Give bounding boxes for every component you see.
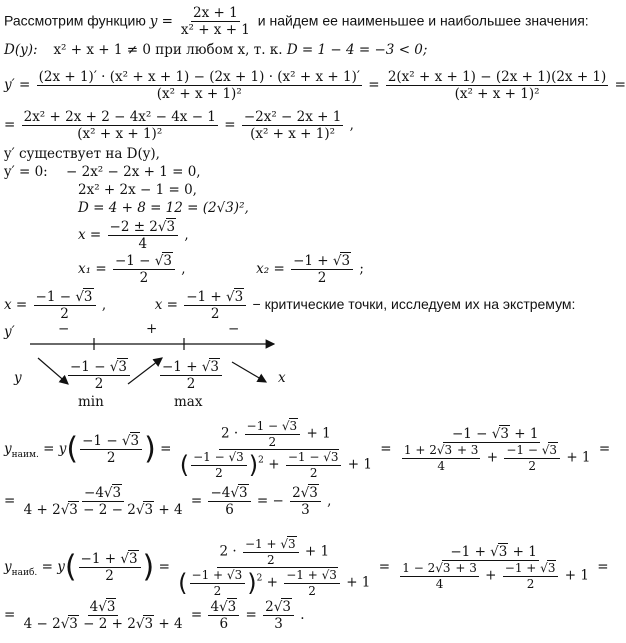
zero-x-label: x = [78,227,102,244]
ymin-result-3-numerator [290,486,321,502]
ymax-fraction-1-den-plus: + [262,574,283,591]
ymin-fraction-1-inner [245,420,301,448]
sqrt-symbol: √3 [120,551,138,568]
ymin-label: y [4,441,12,458]
ymax-fraction-2-den-b-denominator: 2 [526,576,535,591]
ymin-fraction-2-den-a-numerator-tail: + 3 [453,443,479,458]
ymax-arg-denominator: 2 [105,568,114,585]
sign-chart-arrow-decreasing-2 [232,362,266,382]
radicand: 3 [144,616,154,633]
radicand: 3 [118,359,127,375]
zero-eq-3: D = 4 + 8 = 12 = (2√3)², [78,200,249,216]
zero-x2-denominator: 2 [317,270,327,287]
ymin-subscript: наим. [11,450,39,461]
sqrt-symbol: √3 [75,289,93,305]
derivative-line-1 [4,70,626,101]
ymax-fraction-1 [176,538,372,597]
sqrt-symbol: √3 [135,616,154,633]
ymax-fraction-1-den-frac-denominator: 2 [308,583,316,598]
intro-func-y: y = [149,13,173,30]
sign-chart-point-1-fraction [68,360,130,391]
ymin-fraction-2-den-tail: + 1 [562,449,591,466]
sign-chart-sign-2: + [146,321,158,337]
ymin-result-1-den-b: − 2 − 2 [78,502,136,519]
zero-eq-1: − 2x² − 2x + 1 = 0, [66,164,201,180]
sqrt-symbol: √3 [226,568,243,583]
ymin-result-2-numerator [208,486,250,502]
ymin-result-3-numerator-text: 2 [292,485,301,501]
derivative-fraction-4 [242,110,344,141]
ymin-result-3 [290,486,321,517]
ymin-fraction-1-den-sq [191,451,247,479]
zero-eq-2: 2x² + 2x − 1 = 0, [78,182,197,198]
sign-chart-sign-3: − [228,321,240,337]
sqrt-symbol: √3 [103,485,122,501]
ymin-fraction-2-den-b-numerator [504,444,560,459]
radicand: 3 [289,419,298,433]
derivative-fraction-2-numerator: 2(x² + x + 1) − (2x + 1)(2x + 1) [387,69,607,85]
critical-b-denominator: 2 [210,306,220,323]
ymin-fraction-2-den-a-numerator-text: 1 + 2 [403,443,437,458]
intro-func-fraction [179,6,252,37]
zero-x1-fraction [113,254,175,285]
derivative-fraction-3-numerator: 2x² + 2x + 2 − 4x² − 4x − 1 [23,109,216,125]
radicand: 3 [500,426,509,443]
sign-chart-point-2-numerator [160,360,222,376]
critical-a-numerator-text: −1 − [35,289,76,305]
ymin-fraction-1-inner-numerator [245,420,301,435]
radicand: 3 [341,253,351,269]
ymin-result-1-numerator-text: −4 [84,485,104,501]
intro-func-numerator: 2x + 1 [193,5,238,21]
derivative-fraction-3-denominator: (x² + x + 1)² [77,126,163,143]
ymin-fraction-1-den-sq-numerator-text: −1 − [193,450,229,465]
critical-b-numerator [184,290,246,306]
ymax-eq-y: = y [37,559,65,576]
ymax-fraction-2-den-tail: + 1 [560,567,589,584]
ymax-fraction-2-den-b-numerator [503,562,559,577]
intro-lead: Рассмотрим функцию [4,12,150,29]
sqrt-symbol: √3 [490,544,508,561]
derivative-equals-end: = [614,77,626,94]
ymax-fraction-1-denominator: ( $\frac{-1 + √3}{2}$ )$^2$ + $\frac{-1 + √3}{2}$ + 1 [178,568,371,598]
zero-x2-numerator-text: −1 + [293,253,333,269]
sqrt-symbol: √3 [135,502,154,519]
zero-x-numerator [108,220,179,236]
ymin-line-2: = $\frac{-4√3}{4 + 2√3 - 2 - 2√3 + 4}$ = $\frac{-4√3}{6}$ = − $\frac{2√3}{3}$ , [4,485,332,519]
ymin-result-1-numerator [82,486,124,502]
ymax-fraction-2-den-plus: + [480,567,501,584]
ymin-fraction-2-numerator-tail: + 1 [509,426,539,443]
sqrt-symbol: √3 [332,253,351,269]
ymin-equals: = [380,441,392,458]
zero-x1-comma: , [181,261,186,278]
derivative-fraction-4-numerator: −2x² − 2x + 1 [243,109,342,125]
ymax-fraction-1-numerator-text: 2 · [219,543,241,560]
derivative-fraction-2-denominator: (x² + x + 1)² [454,86,540,103]
ymin-fraction-2-numerator-text: −1 − [451,426,492,443]
ymax-fraction-1-den-sq-denominator: 2 [213,583,222,598]
ymax-fraction-1-numerator-tail: + 1 [300,543,330,560]
ymax-result-3-denominator: 3 [274,616,283,633]
ymin-fraction-2-den-b-numerator-text: −1 − [506,443,542,458]
ymin-equals-end: = [598,441,611,458]
sqrt-symbol: √3 [541,443,558,458]
ymax-fraction-1-inner-numerator-text: −1 + [244,537,281,551]
zero-x2-semicolon: ; [359,261,364,278]
zero-x-line [78,220,189,251]
ymax-equals-end: = [597,559,609,576]
ymin-fraction-2-den-a-numerator [402,444,481,459]
ymax-result-1-den-c: + 4 [154,616,183,633]
zero-x-numerator-text: −2 ± 2 [109,219,158,235]
sign-chart-sign-1: − [58,321,70,337]
critical-b-numerator-text: −1 + [186,289,227,305]
critical-b-fraction [184,290,246,321]
critical-tail: − критические точки, исследуем их на экстремум: [252,296,576,313]
ymin-line-1: $y_{наим.} = y$( $\frac{-1 - √3}{2}$ ) = 2 · $\frac{-1 - √3}{2}$ + 1 ( $\frac{-1 - √3}{2}$ )$^2$ + $\frac{-1 - √3}{2}$ + 1 = −1 − √3 + 1 $\frac{1 + 2√3 + 3}{4}$ + $\frac{-1 - √3}{2}$ + 1 = [4,419,611,480]
radicand: 3 [238,485,248,501]
ymin-fraction-1-den-tail: + 1 [343,456,372,473]
sqrt-symbol: √3 [321,568,337,583]
ymin-fraction-1 [178,420,374,479]
derivative-fraction-1 [37,70,362,101]
ymax-fraction-2-den-a-numerator-tail: + 3 [451,561,477,576]
critical-xa-label: x = [4,297,28,314]
ymin-arg-numerator [80,434,142,450]
derivative-fraction-4-denominator: (x² + x + 1)² [250,126,336,143]
derivative-equals: = [368,77,380,94]
ymax-fraction-1-den-frac-numerator-text: −1 + [286,568,322,583]
radicand: 3 [83,289,93,305]
radicand: 3 [130,433,140,450]
ymax-result-2-numerator-text: 4 [210,599,220,615]
sqrt-symbol: √3 [98,599,116,615]
ymin-result-2-denominator: 6 [225,502,234,519]
ymax-result-3-prefix: = [245,607,257,624]
critical-a-denominator: 2 [60,306,69,323]
ymin-result-3-prefix: = − [256,493,284,510]
ymin-result-2 [208,486,250,517]
ymin-fraction-2-den-b [504,444,560,472]
ymin-result-1-denominator [22,502,185,517]
sqrt-symbol: √3 [226,289,244,305]
radicand: 3 [549,443,558,458]
zero-x2-fraction [291,254,353,285]
intro-tail: и найдем ее наименьшее и наибольшее значения: [257,12,589,29]
domain-label: D(y): [4,42,38,58]
radicand: 3 [227,599,237,615]
zero-x1-label: x₁ = [78,261,107,278]
ymin-arg-denominator: 2 [106,450,116,467]
ymax-fraction-1-den-sq-numerator [190,569,246,584]
ymin-arg-numerator-text: −1 − [82,433,122,450]
ymax-result-2-denominator: 6 [219,616,229,633]
ymin-eq-y: = y [38,441,67,458]
ymax-result-2 [208,600,239,631]
sign-chart-arrow-decreasing-1 [38,358,68,384]
ymax-result-1-numerator-text: 4 [89,599,99,615]
derivative-equals-2: = [224,117,236,134]
ymax-line-2-equals: = [4,607,16,624]
zero-x1-denominator: 2 [139,270,149,287]
derivative-fraction-1-numerator: (2x + 1)′ · (x² + x + 1) − (2x + 1) · (x² + x + 1)′ [38,69,360,85]
sqrt-symbol: √3 [154,253,172,269]
zero-x1-numerator-text: −1 − [114,253,155,269]
ymax-result-2-numerator [208,600,239,616]
zero-x-fraction [108,220,179,251]
ymax-fraction-2-den-a-numerator [400,562,479,577]
ymin-fraction-2-den-plus: + [482,449,503,466]
ymax-fraction-1-inner-numerator [243,538,299,553]
ymax-result-3-numerator [263,600,294,616]
sign-chart-point-1 [66,360,132,391]
domain-condition: x² + x + 1 ≠ 0 при любом x, т. к. [53,42,287,58]
ymax-fraction-2-den-a-denominator: 4 [435,576,444,591]
ymin-fraction-1-numerator-text: 2 · [221,425,243,442]
derivative-line-2 [4,110,354,141]
sqrt-symbol: √3 [228,450,244,465]
ymax-result-3 [263,600,294,631]
ymax-fraction-1-numerator [217,538,331,568]
zero-x2-label: x₂ = [256,261,285,278]
ymax-fraction-1-den-frac-numerator [284,569,340,584]
radicand: 3 [166,219,176,235]
sqrt-symbol: √3 [60,502,78,519]
ymin-fraction-1-den-sq-denominator: 2 [215,465,223,480]
ymax-line-2: = $\frac{4√3}{4 - 2√3 - 2 + 2√3 + 4}$ = $\frac{4√3}{6}$ = $\frac{2√3}{3}$ . [4,599,305,633]
ymin-result-1-den-a: 4 + 2 [23,502,61,519]
ymax-subscript: наиб. [11,568,38,579]
ymin-fraction-2-den-a [402,444,481,472]
ymin-result-3-denominator: 3 [301,502,310,519]
ymax-fraction-2-numerator-text: −1 + [450,544,491,561]
ymax-fraction-2-den-b-numerator-text: −1 + [504,561,541,576]
sqrt-symbol: √3 [280,537,296,551]
radicand: 3 [163,253,172,269]
ymin-end: , [327,493,332,510]
ymin-arg-fraction [80,434,142,465]
sqrt-symbol: √3 [60,616,78,633]
derivative-y-prime: y′ = [4,77,31,94]
ymin-fraction-1-den-frac-numerator-text: −1 − [287,450,324,465]
sqrt-symbol: √3 [157,219,176,235]
ymax-arg-numerator [79,552,141,568]
derivative-fraction-1-denominator: (x² + x + 1)² [156,86,242,103]
sign-chart-point-2-fraction [160,360,222,391]
derivative-fraction-3 [22,110,218,141]
sqrt-symbol: √3 [435,561,451,576]
sqrt-symbol: √3 [436,443,453,458]
ymin-result-1-den-c: + 4 [154,502,183,519]
ymax-label: y [4,559,12,576]
ymax-line-1: $y_{наиб.} = y$( $\frac{-1 + √3}{2}$ ) = 2 · $\frac{-1 + √3}{2}$ + 1 ( $\frac{-1 + √3}{2}$ )$^2$ + $\frac{-1 + √3}{2}$ + 1 = −1 + √3 + 1 $\frac{1 - 2√3 + 3}{4}$ + $\frac{-1 + √3}{2}$ + 1 = [4,537,609,598]
radicand: 3 [498,544,508,561]
ymin-fraction-1-den-frac [286,451,342,479]
ymin-fraction-2 [398,427,593,472]
sign-chart-point-2-denominator: 2 [186,376,196,393]
ymax-fraction-1-den-frac [284,569,340,597]
sign-chart-point-1-numerator-text: −1 − [70,359,110,375]
radicand: 3 [69,502,78,519]
ymax-fraction-2-numerator-tail: + 1 [508,544,537,561]
radicand: 3 [329,568,337,583]
ymax-result-1 [22,600,185,631]
sign-chart-point-1-denominator: 2 [94,376,104,393]
sqrt-symbol: √3 [300,485,318,501]
ymin-fraction-1-den-frac-numerator [286,451,342,466]
ymax-equals: = [378,559,390,576]
ymax-fraction-1-den-sq [190,569,246,597]
radicand: 3 [144,502,154,519]
sqrt-symbol: √3 [230,485,248,501]
radicand: 3 [210,359,219,375]
derivative-fraction-2 [386,70,608,101]
zero-x1-numerator [113,254,175,270]
ymin-line-2-equals: = [4,493,16,510]
sqrt-symbol: √3 [491,426,509,443]
radicand: 3 [287,537,296,551]
derivative-comma: , [349,117,354,134]
critical-comma: , [101,297,107,314]
zero-x-comma: , [184,227,189,244]
sqrt-symbol: √3 [121,433,140,450]
ymin-fraction-2-den-a-denominator: 4 [437,458,445,473]
sign-chart-x-label: x [278,370,286,386]
ymax-result-1-den-a: 4 − 2 [23,616,61,633]
domain-line [4,42,427,58]
ymin-result-2-numerator-text: −4 [210,485,231,501]
ymax-result-1-den-b: − 2 + 2 [78,616,136,633]
derivative-exists: y′ существует на D(y), [4,146,160,162]
ymax-fraction-1-inner [243,538,299,566]
ymax-fraction-2 [396,545,591,590]
radicand: 3 [444,443,453,458]
radicand: 3 [69,616,78,633]
ymin-fraction-1-den-plus: + [263,456,284,473]
sign-chart-point-2 [158,360,224,391]
radicand: 3 [128,551,138,568]
radicand: 3 [234,568,243,583]
ymax-fraction-2-denominator [396,561,591,590]
ymax-result-1-denominator [22,616,185,631]
ymax-result-1-numerator [88,600,119,616]
sign-chart-max-label: max [174,394,203,410]
ymax-fraction-1-den-tail: + 1 [341,574,371,591]
intro-func-denominator: x² + x + 1 [180,22,250,39]
ymax-fraction-1-inner-denominator: 2 [266,552,275,567]
ymax-fraction-2-numerator [448,545,538,561]
critical-a-numerator [34,290,96,306]
derivative-line-2-equals: = [4,117,16,134]
sqrt-symbol: √3 [540,561,556,576]
ymin-fraction-1-den-frac-denominator: 2 [309,465,318,480]
ymax-fraction-2-den-b [503,562,559,590]
ymax-fraction-2-den-a [400,562,479,590]
sign-chart-y-prime: y′ [4,324,15,340]
sign-chart-min-label: min [78,394,104,410]
zero-x2-numerator [291,254,353,270]
sign-chart-point-1-numerator [68,360,130,376]
radicand: 3 [236,450,244,465]
sqrt-symbol: √3 [201,359,219,375]
ymin-fraction-1-inner-denominator: 2 [268,434,277,449]
sqrt-symbol: √3 [219,599,237,615]
sign-chart-arrow-increasing [128,358,162,384]
sign-chart-y: y [14,370,22,386]
zero-roots-line [78,254,364,285]
sqrt-symbol: √3 [281,419,298,433]
ymin-fraction-1-denominator: ( $\frac{-1 - √3}{2}$ )$^2$ + $\frac{-1 - √3}{2}$ + 1 [179,450,372,480]
sqrt-symbol: √3 [109,359,127,375]
ymin-fraction-2-denominator [398,443,593,472]
domain-discriminant: D = 1 − 4 = −3 < 0; [286,42,428,58]
radicand: 3 [234,289,244,305]
ymax-arg-numerator-text: −1 + [80,551,121,568]
radicand: 3 [112,485,122,501]
critical-xb-label: x = [154,297,178,314]
ymax-arg-fraction [79,552,141,583]
ymax-result-3-numerator-text: 2 [265,599,274,615]
ymax-end: . [300,607,305,624]
ymin-fraction-2-den-b-denominator: 2 [528,458,537,473]
ymin-fraction-1-numerator-tail: + 1 [302,425,331,442]
radicand: 3 [106,599,116,615]
sign-chart-point-2-numerator-text: −1 + [162,359,202,375]
ymin-fraction-1-numerator [219,420,333,450]
zero-x-denominator: 4 [138,236,148,253]
ymin-result-1 [22,486,185,517]
radicand: 3 [330,450,339,465]
critical-line [4,290,575,321]
sqrt-symbol: √3 [323,450,339,465]
ymin-fraction-1-inner-numerator-text: −1 − [246,419,282,433]
ymax-fraction-1-den-sq-numerator-text: −1 + [191,568,227,583]
intro-line [4,6,589,37]
ymin-fraction-1-den-sq-numerator [191,451,247,466]
radicand: 3 [547,561,556,576]
critical-a-fraction [34,290,96,321]
ymax-fraction-2-den-a-numerator-text: 1 − 2 [402,561,436,576]
sqrt-symbol: √3 [273,599,291,615]
ymin-fraction-2-numerator [450,427,540,443]
radicand: 3 [309,485,318,501]
radicand: 3 [442,561,451,576]
zero-label: y′ = 0: [4,164,48,180]
radicand: 3 [282,599,291,615]
